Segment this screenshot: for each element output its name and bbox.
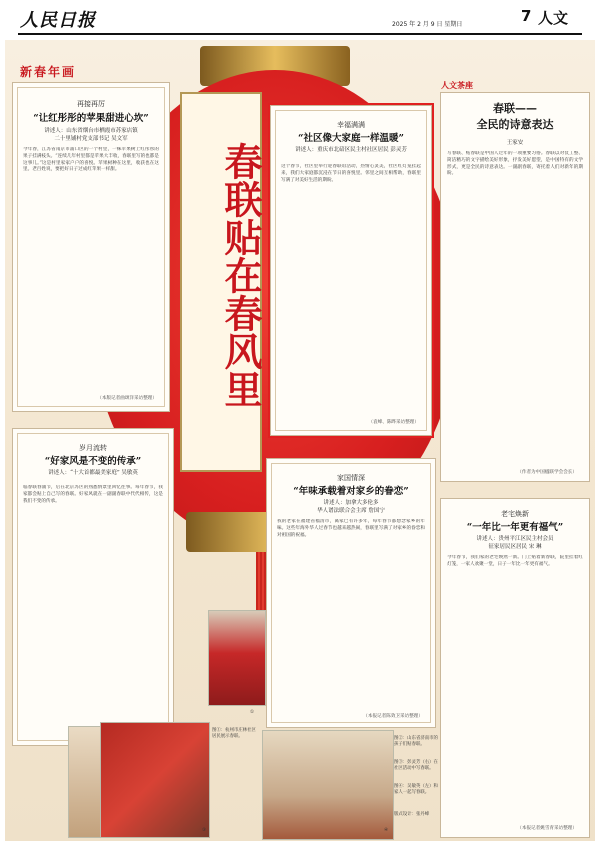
article-column: 再接再厉	[77, 100, 105, 108]
caption-2: 图②：山东省济南市的孩子们贴春联。	[394, 736, 438, 747]
photo-number-3: ③	[202, 828, 206, 833]
article-box-1	[12, 82, 170, 412]
article-signature: （本报记者陈效卫采访整理）	[363, 714, 423, 719]
essay-body: 写春联、贴春联是中国人过年的一项重要习俗。春联以对仗工整、简洁精巧的文字描绘美好形象，抒发美好愿望，是中国特有的文学形式，更是全民的诗意表达。一副副春联，寄托着人们对新年的期盼。	[447, 151, 583, 177]
article-signature: （本报记者姚雪青采访整理）	[517, 826, 577, 831]
masthead-rule	[18, 33, 582, 35]
article-title: “社区像大家庭一样温暖”	[298, 133, 404, 144]
article-box-3	[12, 428, 174, 746]
article-title: “年味承载着对家乡的眷恋”	[293, 486, 409, 497]
seal-text: 新春年画	[20, 65, 77, 79]
article-byline: 讲述人：重庆市北碚区民主村社区居民 彭灵芳	[295, 147, 407, 153]
article-body: 这个春节，社区里举行迎春联谊活动，热情心灵美，社区红灯笼挂起来，我们大家庭都沉浸在节日的喜悦里。邻里之间互相帮助，春联里写满了对美好生活的期盼。	[281, 164, 421, 183]
section-name: 人文	[538, 9, 569, 27]
article-title: “一年比一年更有福气”	[466, 522, 564, 533]
newspaper-logo: 人民日报	[20, 10, 96, 31]
caption-1: 图①：杭州市庄林社区居民展示春联。	[212, 728, 256, 739]
article-signature: （本版记者曲颂洋采访整理）	[97, 396, 157, 401]
issue-date: 2025 年 2 月 9 日 星期日	[392, 21, 463, 28]
article-signature: （袁峰、陈晔采访整理）	[368, 420, 419, 425]
essay-author: 王家安	[506, 140, 524, 146]
headline-banner	[180, 92, 262, 472]
article-body: 今年春，江苏省南京市浦口区的一个村里，一株苹果树上红彤彤的果子挂满枝头。“连续几年村里都是苹果大丰收，春联里写的也都是这事儿。”这是村里家家户户的喜悦。苹果树种在这里，收获也在这里。老百姓说，要把好日子过成红苹果一样甜。	[23, 147, 159, 173]
article-byline: 讲述人：贵州平江区民主村会员 征家居民区居民 宋 琳	[476, 536, 554, 550]
article-title: “好家风是不变的传承”	[44, 456, 142, 467]
photo-woman-in-red	[208, 610, 266, 706]
photo-family-writing	[262, 730, 394, 840]
highlight-frame	[268, 103, 434, 438]
caption-4: 图④：吴敏英（左）和家人一起写春联。	[394, 784, 438, 795]
design-credit: 版式设计：张丹峰	[394, 812, 430, 817]
caption-3: 图③：彭灵芳（右）在社区活动中写春联。	[394, 760, 438, 771]
photo-number-1: ①	[250, 710, 254, 715]
article-body: 我的老家在福建省福清市，离家已有许多年，每年春节都想念家乡的年味。这些年海外华人过春节也越来越热闹，春联里写满了对家乡的眷恋和对祖国的祝福。	[277, 519, 425, 538]
article-byline: 讲述人：“十大首都最美家庭” 吴敏英	[48, 470, 138, 476]
article-column: 家国情深	[337, 474, 365, 482]
article-box-6	[440, 498, 590, 838]
essay-title: 春联—— 全民的诗意表达	[476, 102, 554, 131]
article-column: 幸福满满	[337, 121, 365, 129]
photo-couplet-writing	[100, 722, 210, 838]
article-body: 今年春节，我们家的老宅焕然一新。门上贴着新春联，院里挂着红灯笼，一家人欢聚一堂，日子一年比一年更有福气。	[447, 555, 583, 567]
article-byline: 讲述人：山东省烟台市栖霞市苏家店镇 二十里铺村党支部书记 吴文军	[44, 128, 138, 142]
column-tag: 人文茶座	[441, 80, 473, 90]
page-number: 7	[521, 7, 532, 25]
article-box-4	[266, 458, 436, 728]
headline-text: 春联贴在春风里	[218, 142, 263, 408]
photo-number-4: ④	[384, 828, 388, 833]
article-column: 老宅焕新	[501, 510, 529, 518]
article-body: 临春联春涌节，后在北京苏区的熟悉情景里回忆往事。每年春节，我家都会贴上自己写的春联。好家风就在一副副春联中代代相传，这是我们不变的传承。	[23, 485, 163, 504]
article-column: 岁月流转	[79, 444, 107, 452]
article-byline: 讲述人：加拿大多伦多 华人谱法联合会主席 詹国宁	[317, 500, 385, 514]
essay-signature: （作者为中国楹联学会会长）	[517, 470, 577, 475]
article-title: “让红彤彤的苹果甜进心坎”	[33, 113, 149, 124]
article-box-5	[440, 92, 590, 482]
